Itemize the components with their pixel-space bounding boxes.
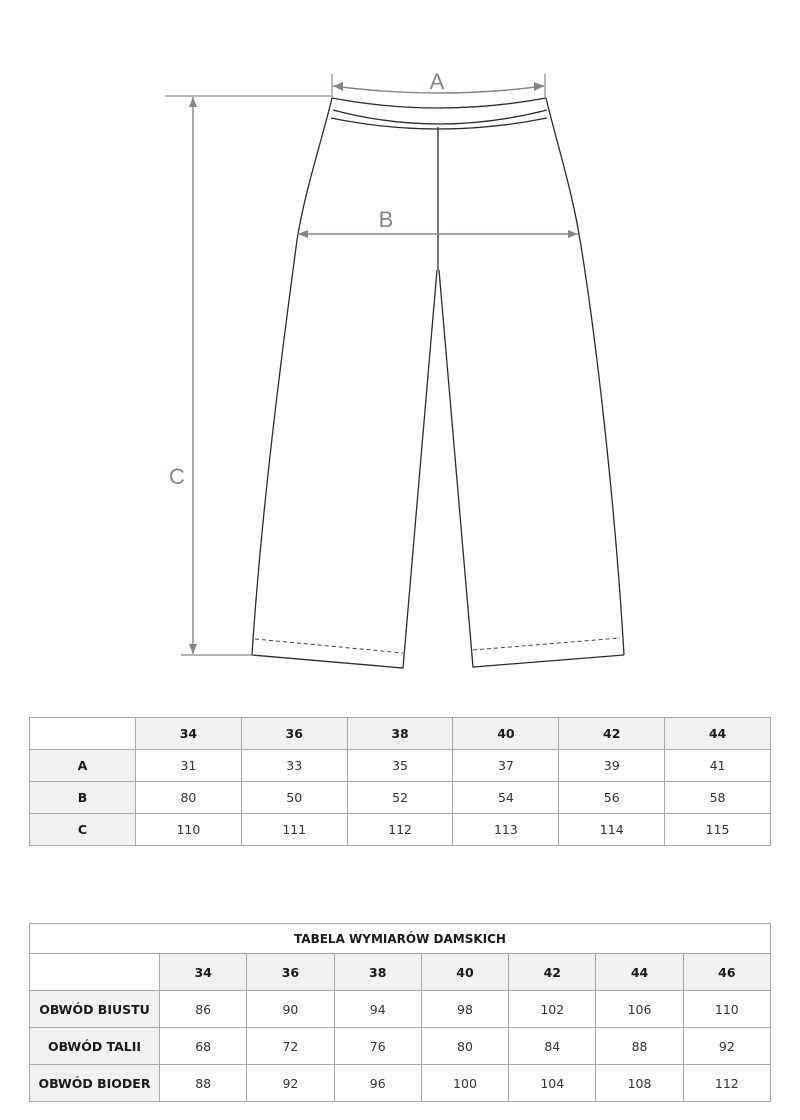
table-cell: 80 [136,782,242,814]
table-cell: 41 [665,750,771,782]
size-header: 42 [559,718,665,750]
size-header: 46 [683,954,770,991]
size-header: 42 [509,954,596,991]
table-cell: 106 [596,991,683,1028]
size-chart-title: TABELA WYMIARÓW DAMSKICH [30,924,771,954]
dimension-c [165,96,331,655]
table-cell: 92 [683,1028,770,1065]
table-cell: 86 [160,991,247,1028]
table-cell: 84 [509,1028,596,1065]
size-header: 36 [241,718,347,750]
size-header: 34 [136,718,242,750]
size-header: 36 [247,954,334,991]
table-cell: 50 [241,782,347,814]
table-cell: 68 [160,1028,247,1065]
table-cell: 37 [453,750,559,782]
table-cell: 104 [509,1065,596,1102]
table-cell: 31 [136,750,242,782]
table-cell: 76 [334,1028,421,1065]
row-label: OBWÓD BIUSTU [30,991,160,1028]
table-cell: 111 [241,814,347,846]
table-cell: 52 [347,782,453,814]
table-row [30,814,771,846]
womens-size-chart [29,923,771,1102]
table-cell: 114 [559,814,665,846]
table-cell: 39 [559,750,665,782]
corner-cell [30,954,160,991]
corner-cell [30,718,136,750]
table-cell: 92 [247,1065,334,1102]
table-cell: 33 [241,750,347,782]
table-cell: 54 [453,782,559,814]
table-cell: 115 [665,814,771,846]
size-header: 38 [347,718,453,750]
table-cell: 94 [334,991,421,1028]
table-cell: 108 [596,1065,683,1102]
table-cell: 80 [421,1028,508,1065]
table-cell: 72 [247,1028,334,1065]
garment-measurement-table [29,717,771,846]
size-header: 40 [453,718,559,750]
size-header: 38 [334,954,421,991]
row-label: B [30,782,136,814]
table-row [30,991,771,1028]
size-header: 40 [421,954,508,991]
size-header: 44 [596,954,683,991]
row-label: OBWÓD BIODER [30,1065,160,1102]
table-header-row [30,954,771,991]
table-row [30,750,771,782]
table-header-row [30,718,771,750]
table-cell: 35 [347,750,453,782]
table-row [30,1028,771,1065]
hem-stitching [255,638,620,653]
dimension-b-label: B [378,207,394,232]
table-cell: 98 [421,991,508,1028]
size-header: 44 [665,718,771,750]
table-cell: 96 [334,1065,421,1102]
dimension-a-label: A [429,69,445,94]
table-cell: 88 [596,1028,683,1065]
dimension-c-label: C [169,464,185,489]
size-header: 34 [160,954,247,991]
table-title-row [30,924,771,954]
table-cell: 112 [683,1065,770,1102]
table-cell: 88 [160,1065,247,1102]
table-row [30,782,771,814]
row-label: OBWÓD TALII [30,1028,160,1065]
table-cell: 102 [509,991,596,1028]
table-cell: 58 [665,782,771,814]
table-cell: 110 [136,814,242,846]
table-cell: 90 [247,991,334,1028]
row-label: A [30,750,136,782]
row-label: C [30,814,136,846]
table-cell: 56 [559,782,665,814]
pants-outline [252,98,624,668]
table-row [30,1065,771,1102]
table-cell: 100 [421,1065,508,1102]
table-cell: 113 [453,814,559,846]
table-cell: 110 [683,991,770,1028]
table-cell: 112 [347,814,453,846]
